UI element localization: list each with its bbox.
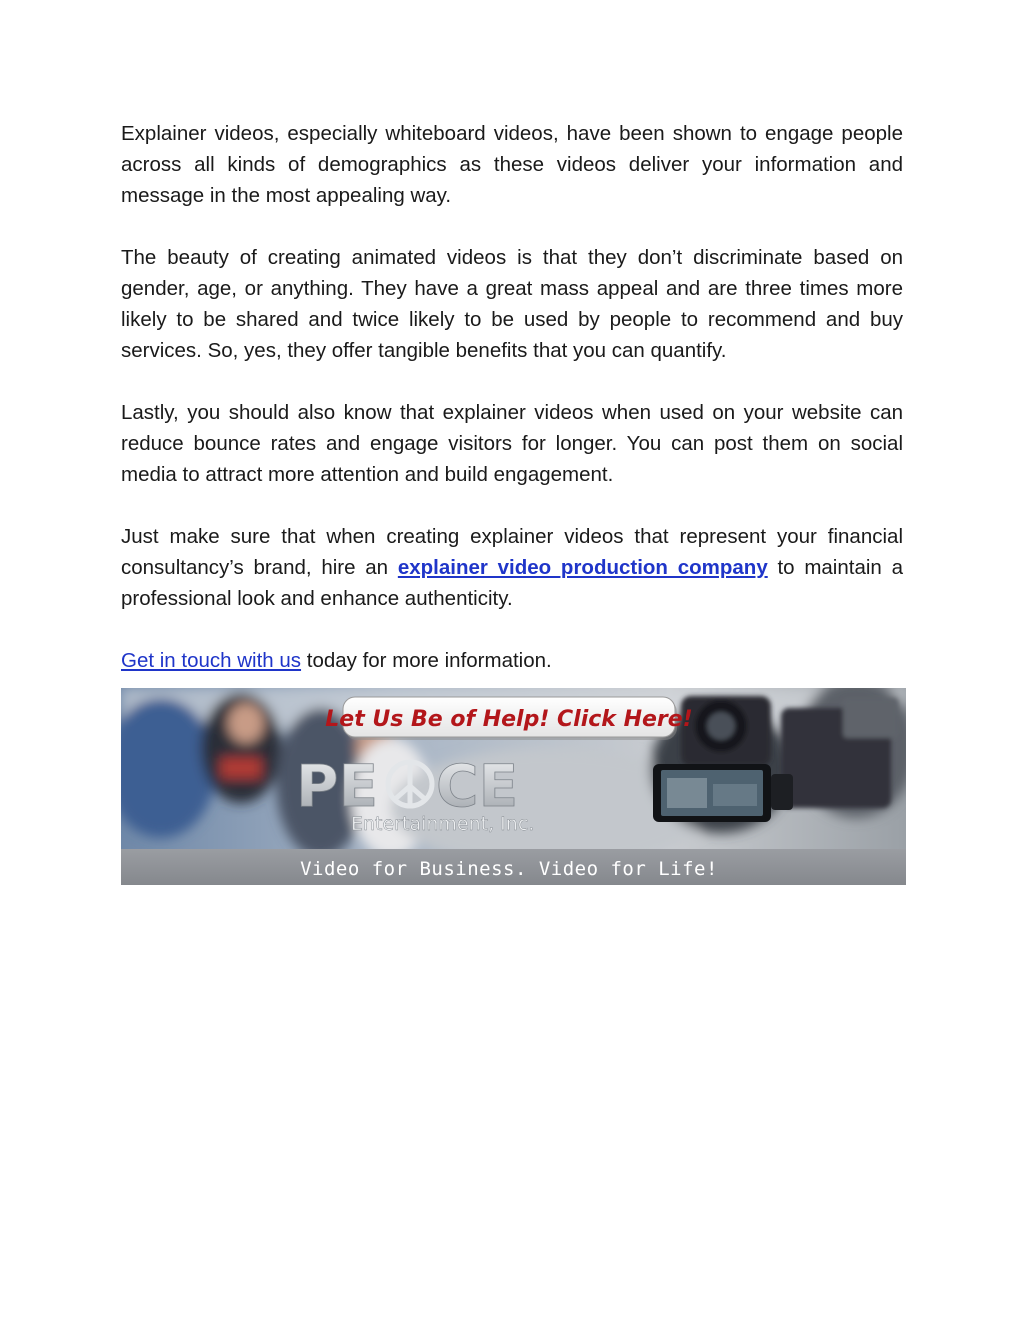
paragraph-contact (121, 645, 903, 676)
document-body (121, 118, 903, 690)
paragraph-bounce-rates: Lastly, you should also know that explainer videos when used on your website can reduce bounce rates and engage visitors for longer. You can post them on social media to attract more attention and build engagement. (121, 401, 903, 486)
explainer-video-production-company-link[interactable]: explainer video production company (397, 556, 768, 579)
svg-text:Entertainment, Inc.: Entertainment, Inc. (351, 813, 535, 835)
peace-entertainment-banner[interactable] (121, 688, 906, 885)
paragraph-explainer-videos: Explainer videos, especially whiteboard videos, have been shown to engage people across all kinds of demographics as these videos deliver your information and message in the most appealing way. (121, 122, 903, 207)
paragraph-hire-company (121, 521, 903, 614)
click-here-button[interactable]: Let Us Be of Help! Click Here! (325, 707, 693, 732)
svg-text:CE: CE (436, 752, 519, 820)
paragraph-text: to maintain a professional look and enhance authenticity. (121, 556, 903, 610)
get-in-touch-link[interactable]: Get in touch with us (121, 649, 302, 672)
svg-text:PE: PE (296, 752, 379, 820)
paragraph-text: Just make sure that when creating explainer videos that represent your financial consultancy’s brand, hire an (121, 525, 903, 579)
paragraph-animated-videos: The beauty of creating animated videos is that they don’t discriminate based on gender, age, or anything. They have a great mass appeal and are three times more likely to be shared and twice likely to be used by people to recommend and buy services. So, yes, they offer tangible benefits that you can quantify. (121, 246, 903, 362)
banner-tagline: Video for Business. Video for Life! (300, 858, 718, 880)
paragraph-text: today for more information. (301, 649, 552, 672)
